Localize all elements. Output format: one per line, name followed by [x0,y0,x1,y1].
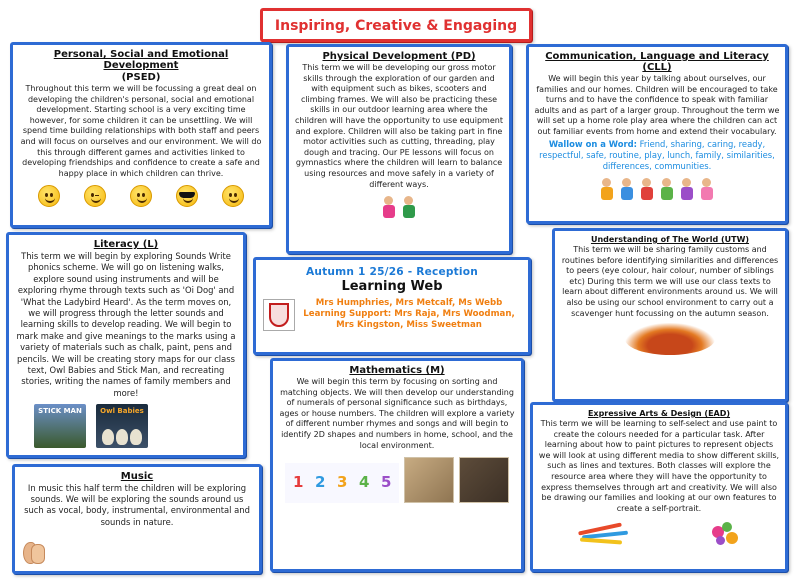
pd-panel [286,44,512,254]
math-images [278,457,516,503]
children-illustration [534,178,780,202]
literacy-panel [6,232,246,458]
utw-heading: Understanding of The World (UTW) [590,235,750,244]
psed-panel [10,42,272,228]
music-panel [12,464,262,574]
music-heading: Music [120,471,154,482]
title-banner [260,8,532,42]
learning-web-panel [253,257,531,355]
owl-babies-book-cover [96,404,148,448]
train-number: 4 [359,473,370,492]
happy-face-icon [130,185,152,207]
wallow-label: Wallow on a Word: [548,138,637,149]
paint-splatter-icon [708,520,742,548]
math-panel [270,358,524,572]
smiling-face-icon [38,185,60,207]
term-heading: Autumn 1 25/26 - Reception [306,266,478,278]
ead-panel [530,402,788,572]
utw-body: This term we will be sharing family customs and routines before identifying similarities and differences to peers (eye colour, hair colour, number of siblings etc) During this term we will use our class texts to learn about different environments around us. We will also be using our school environment to carry out a scavenger hunt focussing on the autumn season. [561,245,779,318]
page-title: Inspiring, Creative & Engaging [274,18,518,34]
stick-man-book-cover [34,404,86,448]
literacy-heading: Literacy (L) [93,239,159,250]
learning-web-title: Learning Web [341,279,443,294]
paintbrushes-icon [576,523,632,545]
psed-heading: Personal, Social and Emotional Development [53,49,229,71]
listening-ear-icon [21,540,47,568]
child-figure-icon [660,178,674,202]
psed-body: Throughout this term we will be focussing a great deal on developing the children's personal, social and emotional development. Starting school is a very exciting time however, for some children it can be unsettling. We will spend time building relationships with both staff and peers and will focus on ourselves and our environment. We will do this through different games and activities linked to developing friendships and confidence to create a safe and happy place in which children can thrive. [20,84,262,178]
math-heading: Mathematics (M) [349,365,445,376]
sunglasses-face-icon [176,185,198,207]
child-figure-icon [402,196,416,220]
book-covers [14,404,238,448]
number-train-image [285,463,399,503]
cll-heading: Communication, Language and Literacy (CLL) [545,51,769,73]
winking-face-icon [84,185,106,207]
psed-abbr: (PSED) [121,72,161,83]
literacy-body: This term we will begin by exploring Sounds Write phonics scheme. We will go on listening walks, explore sound using instruments and will be exploring rhyme through texts such as 'Oi Dog' and 'What the Ladybird Heard'. As the term moves on, we will progress through the letter sounds and learning skills to develop reading. We will begin to mark make and give meanings to the marks using a variety of materials such as chalk, paint, pens and pencils. We will be creating story maps for our class text, Owl Babies and Stick Man, and recreating stories, writing the names of family members and more! [16,251,236,398]
ead-body: This term we will be learning to self-select and use paint to create the colours needed for a particular task. After learning about how to paint pictures to represent objects we will look at using different media to show different skills, such as lines and textures. Both classes will explore the resource area where they will have the opportunity to express themselves through art and creativity. We will also be drawing our families and looking at our own features to create a self-portrait. [538,419,780,513]
train-number: 2 [315,473,326,492]
staff-list: Mrs Humphries, Mrs Metcalf, Ms Webb Learning Support: Mrs Raja, Mrs Woodman, Mrs Kingston, Miss Sweetman [303,298,515,330]
stick-man-title: STICK MAN [38,407,82,416]
pd-body: This term we will be developing our gross motor skills through the exploration of our garden and with equipment such as bikes, scooters and climbing frames. We will also be practicing these skills in our outdoor learning area where the children will have the opportunity to use equipment and explore. Children will also be taking part in fine motor activities such as cutting, threading, play dough and tracing. Our PE lessons will focus on gymnastics where the children will learn to balance using resources and move safely in a variety of different ways. [295,63,503,189]
owl-babies-title: Owl Babies [100,407,144,416]
cll-body: We will begin this year by talking about ourselves, our families and our homes. Children will be encouraged to take turns and to have the confidence to speak with familiar adults and as part of a larger group. Throughout the term we will set up a home role play area where the children can act out familiar events from home and extend their vocabulary. [534,74,780,136]
wallow-on-a-word [534,139,780,172]
emoji-row [18,185,264,207]
ead-heading: Expressive Arts & Design (EAD) [587,409,731,418]
sorting-photo [459,457,509,503]
train-number: 1 [293,473,304,492]
math-body: We will begin this term by focusing on sorting and matching objects. We will then develop our understanding of numerals of personal significance such as birthdays, ages or house numbers. The children will explore a variety of different number rhymes and songs and will begin to identify 2D shapes and numbers in home, school, and the local environment. [279,377,515,450]
child-figure-icon [700,178,714,202]
school-crest-logo [263,299,295,331]
shells-photo [404,457,454,503]
cll-panel [526,44,788,224]
child-figure-icon [640,178,654,202]
child-figure-icon [600,178,614,202]
music-body: In music this half term the children will be exploring sounds. We will be exploring the sounds around us such as vocal, body, instrumental, environmental and sounds in nature. [24,483,250,527]
art-images [538,520,780,548]
wallow-words: Friend, sharing, caring, ready, respectful, safe, routine, play, lunch, family, similarities, differences, communities. [539,138,775,171]
pd-heading: Physical Development (PD) [322,51,476,62]
gymnastics-illustration [294,196,504,220]
child-figure-icon [382,196,396,220]
autumn-leaves-image [560,323,780,355]
child-figure-icon [620,178,634,202]
child-figure-icon [680,178,694,202]
train-number: 3 [337,473,348,492]
grinning-face-icon [222,185,244,207]
train-number: 5 [381,473,392,492]
utw-panel [552,228,788,402]
